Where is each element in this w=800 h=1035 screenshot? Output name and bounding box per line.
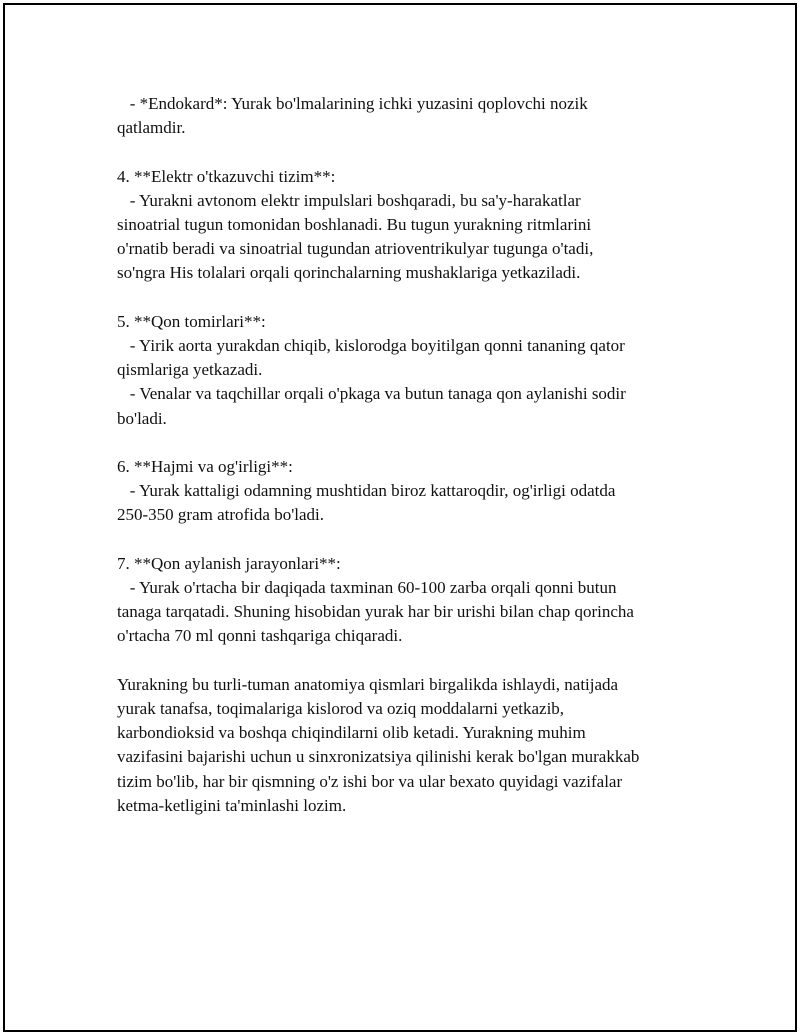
text-line: - Yirik aorta yurakdan chiqib, kislorodga boyitilgan qonni tananing qator [117, 336, 625, 355]
text-line: - *Endokard*: Yurak bo'lmalarining ichki yuzasini qoplovchi nozik [117, 94, 588, 113]
text-line: qismlariga yetkazadi. [117, 360, 263, 380]
text-line: tanaga tarqatadi. Shuning hisobidan yurak har bir urishi bilan chap qorincha [117, 602, 634, 622]
text-line: yurak tanafsa, toqimalariga kislorod va oziq moddalarni yetkazib, [117, 699, 565, 718]
paragraph-hajmi [117, 455, 717, 528]
paragraph-qon-tomirlari [117, 310, 717, 431]
text-line: o'rnatib beradi va sinoatrial tugundan atrioventrikulyar tugunga o'tadi, [117, 239, 594, 259]
text-line: - Yurak kattaligi odamning mushtidan biroz kattaroqdir, og'irligi odatda [117, 481, 616, 501]
text-line: o'rtacha 70 ml qonni tashqariga chiqaradi. [117, 626, 403, 646]
text-line: vazifasini bajarishi uchun u sinxronizatsiya qilinishi kerak bo'lgan murakkab [117, 747, 640, 767]
text-line: Yurakning bu turli-tuman anatomiya qismlari birgalikda ishlaydi, natijada [117, 674, 619, 694]
text-line: so'ngra His tolalari orqali qorinchalarning mushaklariga yetkaziladi. [117, 263, 581, 283]
paragraph-qon-aylanish [117, 552, 717, 649]
text-line: sinoatrial tugun tomonidan boshlanadi. Bu tugun yurakning ritmlarini [117, 215, 592, 234]
document-body [117, 92, 717, 842]
text-line: karbondioksid va boshqa chiqindilarni olib ketadi. Yurakning muhim [117, 723, 586, 743]
text-line: - Yurakni avtonom elektr impulslari boshqaradi, bu sa'y-harakatlar [117, 190, 581, 210]
text-line: qatlamdir. [117, 118, 186, 138]
section-heading: 5. **Qon tomirlari**: [117, 311, 266, 331]
text-line: - Yurak o'rtacha bir daqiqada taxminan 60-100 zarba orqali qonni butun [117, 578, 617, 597]
section-heading: 7. **Qon aylanish jarayonlari**: [117, 553, 341, 573]
section-heading: 6. **Hajmi va og'irligi**: [117, 457, 293, 476]
paragraph-elektr-tizim [117, 165, 717, 286]
text-line: - Venalar va taqchillar orqali o'pkaga va butun tanaga qon aylanishi sodir [117, 384, 626, 404]
section-heading: 4. **Elektr o'tkazuvchi tizim**: [117, 166, 336, 186]
text-line: tizim bo'lib, har bir qismning o'z ishi bor va ular bexato quyidagi vazifalar [117, 771, 623, 791]
paragraph-conclusion [117, 673, 717, 818]
paragraph-endokard [117, 92, 717, 140]
text-line: bo'ladi. [117, 408, 167, 428]
text-line: ketma-ketligini ta'minlashi lozim. [117, 795, 347, 815]
text-line: 250-350 gram atrofida bo'ladi. [117, 505, 325, 525]
